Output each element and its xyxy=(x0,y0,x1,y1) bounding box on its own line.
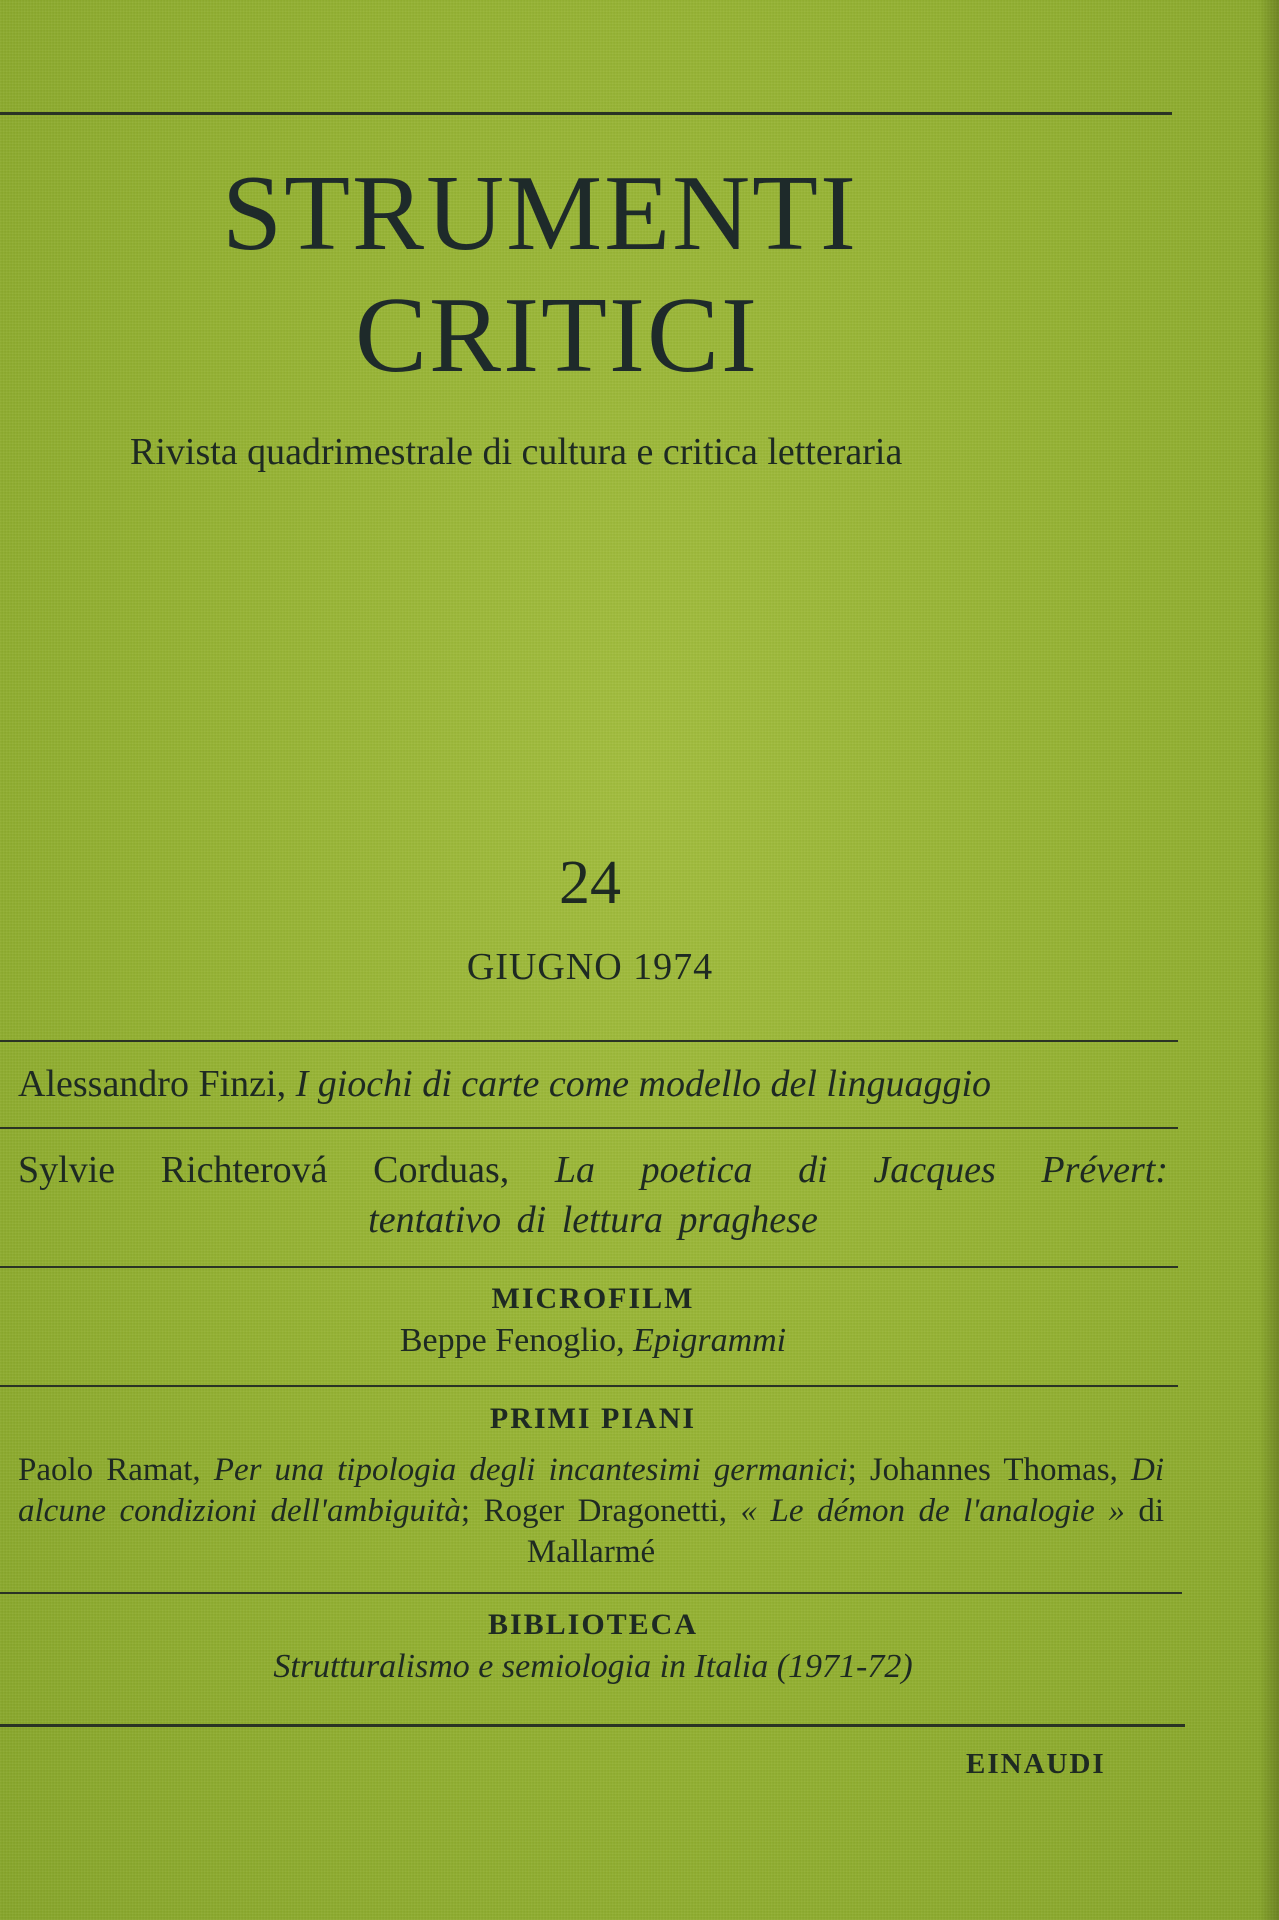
bottom-rule xyxy=(0,1724,1185,1727)
microfilm-entry xyxy=(18,1322,1168,1360)
issue-date: GIUGNO 1974 xyxy=(466,946,714,988)
pp-title-3: « Le démon de l'analogie » xyxy=(740,1493,1125,1529)
microfilm-title: Epigrammi xyxy=(633,1322,787,1359)
cover-edge-shadow xyxy=(1259,0,1279,1920)
subtitle: Rivista quadrimestrale di cultura e critica letteraria xyxy=(130,431,903,473)
microfilm-section xyxy=(18,1282,1168,1360)
contents-rule-5 xyxy=(0,1592,1182,1594)
article-author: Alessandro Finzi, xyxy=(18,1063,287,1105)
pp-tail-3: di Mallarmé xyxy=(526,1493,1165,1570)
pp-sep-2: ; Roger Dragonetti, xyxy=(460,1493,728,1529)
contents-rule-1 xyxy=(0,1040,1178,1042)
pp-author-1: Paolo Ramat, xyxy=(18,1452,201,1488)
contents-rule-3 xyxy=(0,1266,1178,1268)
biblioteca-title: Strutturalismo e semiologia in Italia (1971-72) xyxy=(273,1648,913,1685)
article-entry-1 xyxy=(18,1062,1168,1106)
article-entry-2-cont xyxy=(18,1198,1168,1242)
primi-piani-heading: PRIMI PIANI xyxy=(489,1402,697,1435)
title-line-2: CRITICI xyxy=(355,276,759,395)
pp-title-1: Per una tipologia degli incantesimi germanici xyxy=(213,1452,848,1488)
article-entry-2 xyxy=(18,1148,1168,1192)
pp-sep-1: ; Johannes Thomas, xyxy=(847,1452,1118,1488)
issue-number: 24 xyxy=(559,849,621,917)
article-author: Sylvie Richterová Corduas, xyxy=(18,1149,510,1191)
primi-piani-heading-wrap xyxy=(18,1402,1168,1436)
pp-title-2: Di alcune condizioni dell'ambiguità xyxy=(18,1452,1164,1529)
top-rule xyxy=(0,112,1172,115)
title-line-1: STRUMENTI xyxy=(222,154,858,273)
contents-rule-2 xyxy=(0,1127,1178,1129)
microfilm-heading: MICROFILM xyxy=(491,1282,695,1315)
biblioteca-entry xyxy=(18,1648,1168,1686)
biblioteca-section xyxy=(18,1608,1168,1686)
contents-rule-4 xyxy=(0,1385,1178,1387)
article-title-cont: tentativo di lettura praghese xyxy=(368,1199,818,1241)
microfilm-author: Beppe Fenoglio, xyxy=(399,1322,625,1359)
biblioteca-heading: BIBLIOTECA xyxy=(487,1608,699,1641)
article-title: I giochi di carte come modello del linguaggio xyxy=(295,1063,992,1105)
publisher-name: EINAUDI xyxy=(966,1748,1106,1780)
article-title: La poetica di Jacques Prévert: xyxy=(554,1149,1168,1191)
primi-piani-text xyxy=(18,1450,1164,1573)
